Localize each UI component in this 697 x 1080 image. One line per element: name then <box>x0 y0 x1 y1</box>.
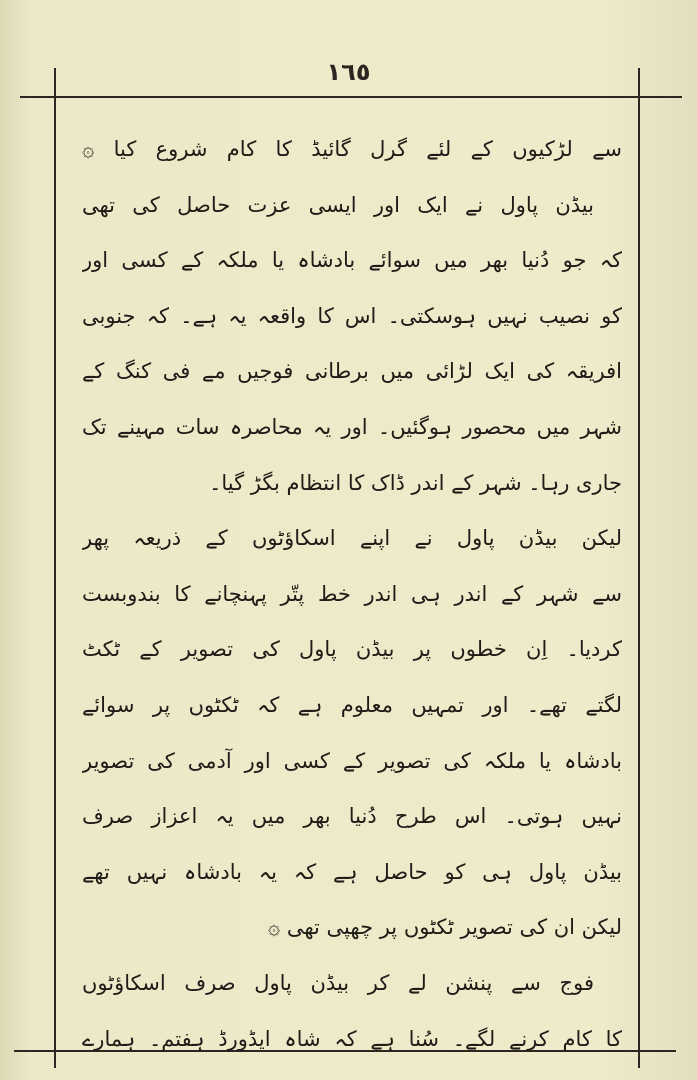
text-line: فوج سے پنشن لے کر بیڈن پاول صرف اسکاؤٹوں <box>82 970 594 995</box>
text-line: کہ جو دُنیا بھر میں سوائے بادشاہ یا ملکہ کے کسی اور <box>82 248 622 273</box>
left-rule <box>54 68 56 1068</box>
text-line: شہر میں محصور ہوگئیں۔ اور یہ محاصرہ سات مہینے تک <box>82 414 622 439</box>
text-line: بیڈن پاول ہی کو حاصل ہے کہ یہ بادشاہ نہیں تھے <box>82 859 622 884</box>
text-line: لگتے تھے۔ اور تمہیں معلوم ہے کہ ٹکٹوں پر سوائے <box>82 692 622 717</box>
right-rule <box>638 68 640 1068</box>
text-line: نہیں ہوتی۔ اس طرح دُنیا بھر میں یہ اعزاز صرف <box>82 804 622 829</box>
text-line: بادشاہ یا ملکہ کی تصویر کے کسی اور آدمی کی تصویر <box>82 748 622 773</box>
text-line: افریقہ کی ایک لڑائی میں برطانی فوجیں مے فی کنگ کے <box>82 359 622 384</box>
text-line: سے لڑکیوں کے لئے گرل گائیڈ کا کام شروع کیا ۞ <box>82 137 622 161</box>
text-line: کا کام کرنے لگے۔ سُنا ہے کہ شاہ ایڈورڈ ہفتم۔ ہمارے <box>82 1026 622 1051</box>
text-line: لیکن ان کی تصویر ٹکٹوں پر چھپی تھی ۞ <box>267 915 622 940</box>
text-line: بیڈن پاول نے ایک اور ایسی عزت حاصل کی تھی <box>82 192 594 217</box>
top-rule <box>20 96 682 98</box>
page-number: ١٦٥ <box>326 58 371 86</box>
text-line: کردیا۔ اِن خطوں پر بیڈن پاول کی تصویر کے ٹکٹ <box>82 637 622 662</box>
text-line: لیکن بیڈن پاول نے اپنے اسکاؤٹوں کے ذریعہ پھر <box>82 526 622 551</box>
text-line: سے شہر کے اندر ہی اندر خط پتّر پہنچانے کا بندوبست <box>82 581 622 606</box>
text-line: جاری رہا۔ شہر کے اندر ڈاک کا انتظام بگڑ گیا۔ <box>209 470 622 495</box>
text-line: کو نصیب نہیں ہوسکتی۔ اس کا واقعہ یہ ہے۔ کہ جنوبی <box>82 303 622 328</box>
body-text <box>82 122 622 1067</box>
